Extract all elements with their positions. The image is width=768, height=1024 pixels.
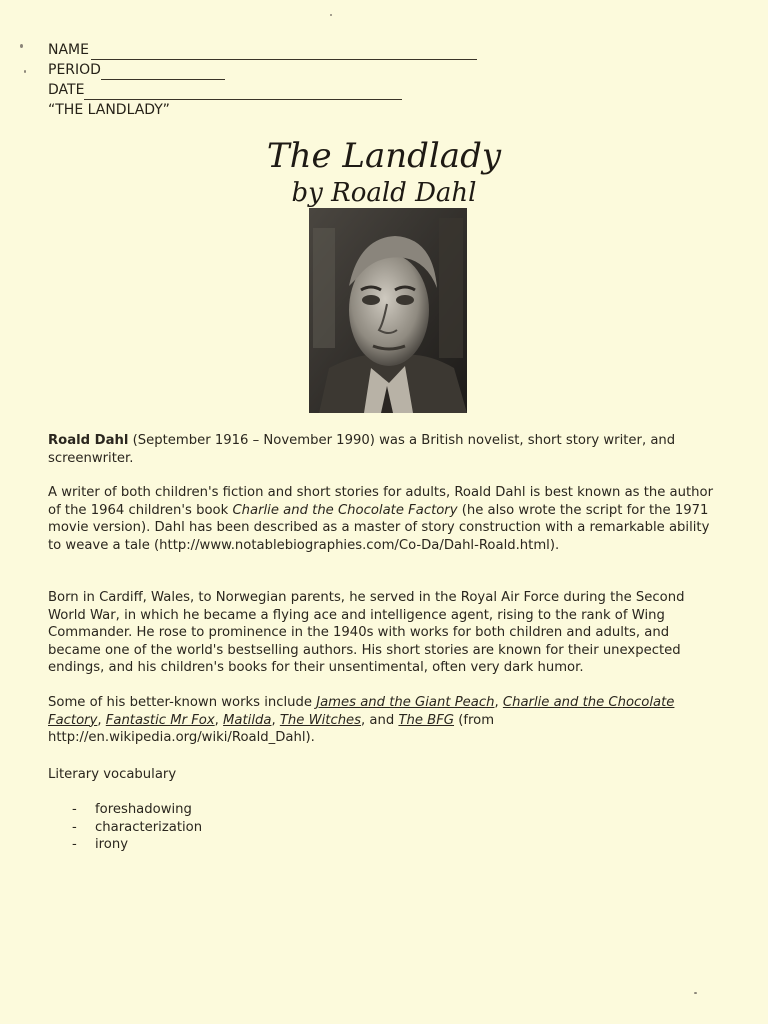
work-title: James and the Giant Peach — [316, 695, 495, 710]
date-row — [48, 80, 477, 100]
vocab-list — [72, 801, 202, 854]
period-blank[interactable] — [101, 64, 225, 80]
list-dash: - — [72, 819, 77, 835]
list-item — [72, 801, 202, 819]
vocab-term: characterization — [95, 819, 203, 835]
list-item — [72, 836, 202, 854]
works-tail: (from http://en.wikipedia.org/wiki/Roald_Dahl). — [48, 712, 495, 745]
period-row — [48, 60, 477, 80]
career-paragraph — [48, 484, 724, 554]
page-title: The Landlady — [266, 136, 502, 176]
works-lead: Some of his better-known works include — [48, 695, 317, 710]
biography-text: Born in Cardiff, Wales, to Norwegian parents, he served in the Royal Air Force during the Second World War, in which he became a flying ace and intelligence agent, rising to the rank of Wing Commander. He rose to prominence in the 1940s with works for both children and adults, and became one of the world's bestselling authors. His short stories are known for their unexpected endings, and his children's books for their unsentimental, often very dark humor. — [48, 590, 685, 675]
list-item — [72, 819, 202, 837]
separator: , — [271, 712, 280, 728]
author-name: Roald Dahl — [48, 433, 129, 448]
scan-speck — [24, 70, 26, 73]
date-label: DATE — [48, 82, 85, 98]
period-label: PERIOD — [48, 62, 101, 78]
date-blank[interactable] — [84, 84, 402, 100]
header-form — [48, 40, 477, 120]
work-title: The Witches — [279, 712, 362, 728]
byline: by Roald Dahl — [291, 178, 477, 208]
name-label: NAME — [48, 42, 89, 58]
book-title-charlie: Charlie and the Chocolate Factory — [232, 502, 458, 518]
scan-speck — [20, 44, 23, 48]
work-title: Fantastic Mr Fox — [105, 712, 215, 728]
story-row — [48, 100, 477, 120]
story-label: “THE LANDLADY” — [48, 102, 170, 118]
name-blank[interactable] — [91, 44, 477, 60]
intro-paragraph — [48, 432, 724, 467]
work-title: Charlie and the Chocolate Factory — [48, 695, 675, 728]
career-text-1: A writer of both children's fiction and short stories for adults, Roald Dahl is best known as the author of the 1964 children's book — [48, 485, 714, 518]
separator: , — [97, 712, 106, 728]
author-portrait-photo — [309, 208, 467, 413]
work-title: The BFG — [398, 712, 455, 728]
works-paragraph — [48, 694, 724, 747]
list-dash: - — [72, 837, 77, 852]
vocab-heading: Literary vocabulary — [48, 767, 177, 782]
separator: , — [494, 695, 503, 710]
career-text-2: (he also wrote the script for the 1971 movie version). Dahl has been described as a master of story construction with a remarkable ability to weave a tale (http://www.notablebiographies.com/Co-Da/Dahl-Roald.html). — [48, 502, 710, 553]
vocab-term: irony — [95, 837, 129, 852]
vocab-term: foreshadowing — [95, 802, 192, 817]
list-dash: - — [72, 802, 77, 817]
scan-speck — [330, 14, 332, 16]
name-row — [48, 40, 477, 60]
biography-paragraph — [48, 589, 724, 677]
separator: , — [214, 712, 224, 728]
scan-speck — [694, 992, 697, 994]
portrait-illustration — [309, 208, 467, 413]
separator: , and — [361, 712, 399, 728]
intro-text: (September 1916 – November 1990) was a British novelist, short story writer, and screenwriter. — [48, 433, 676, 466]
work-title: Matilda — [223, 712, 272, 728]
